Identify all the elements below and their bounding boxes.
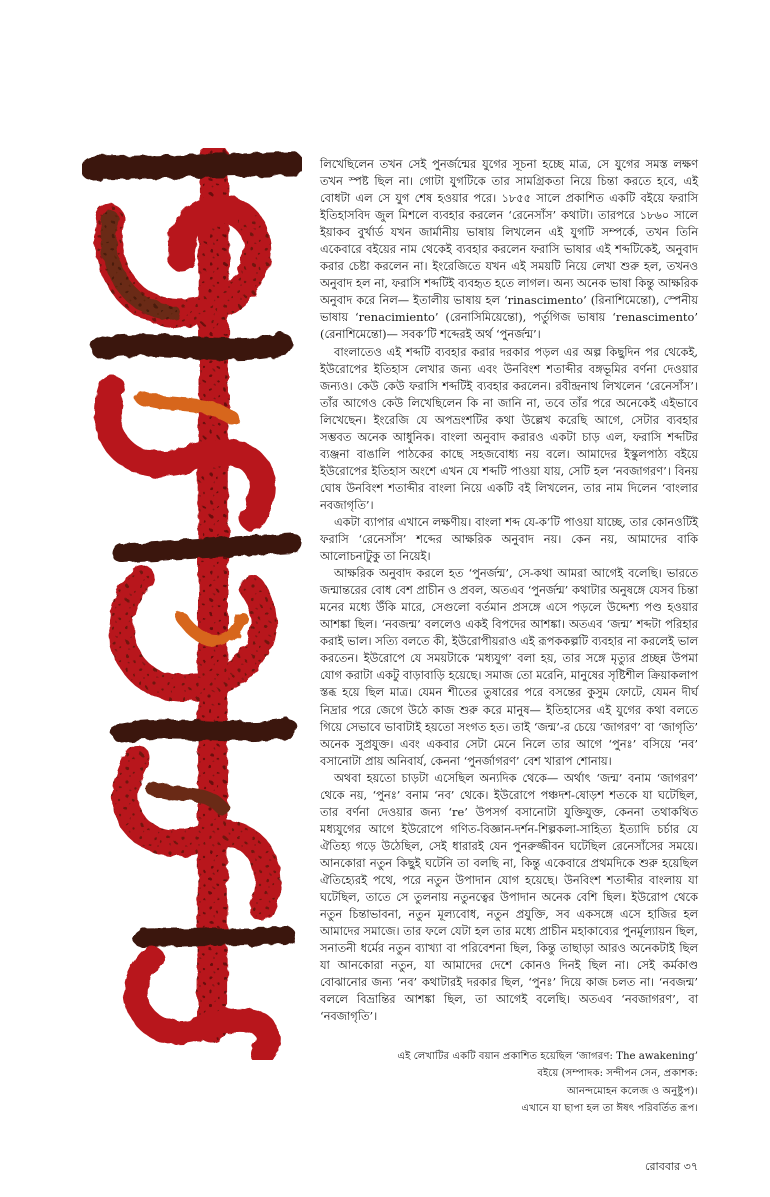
- note-line: আনন্দমোহন কলেজ ও অনুষ্টুপ)।: [567, 1085, 698, 1097]
- calligraphy-artwork: [82, 148, 302, 1060]
- note-line: বইয়ে (সম্পাদক: সন্দীপন সেন, প্রকাশক:: [537, 1068, 698, 1080]
- page-footer: রোববার ৩৭: [645, 1160, 698, 1173]
- paragraph: অথবা হয়তো চাড়টা এসেছিল অন্যদিক থেকে— অর্থাৎ ‘জন্ম’ বনাম ‘জাগরণ’ থেকে নয়, ‘পুনঃ’ বনাম ‘নব’ থেকে। ইউরোপে পঞ্চদশ-ষোড়শ শতকে যা ঘটেছিল, তার বর্ণনা দেওয়ার জন্য ‘re’ উপসর্গ বসানোটা যুক্তিযুক্ত, কেননা তথাকথিত মধ্যযুগের আগে ইউরোপে গণিত-বিজ্ঞান-দর্শন-শিল্পকলা-সাহিত্য ইত্যাদি চর্চার যে ঐতিহ্য গড়ে উঠেছিল, সেই ধারারই যেন পুনরুজ্জীবন ঘটেছিল রেনেসাঁসের সময়ে। আনকোরা নতুন কিছুই ঘটেনি তা বলছি না, কিন্তু একেবারে প্রথমদিকে শুরু হয়েছিল ঐতিহ্যেরই পথে, পরে নতুন উপাদান যোগ হয়েছে। উনবিংশ শতাব্দীর বাংলায় যা ঘটেছিল, তাতে সে তুলনায় নতুনত্বের উপাদান অনেক বেশি ছিল। ইউরোপ থেকে নতুন চিন্তাভাবনা, নতুন মূল্যবোধ, নতুন প্রযুক্তি, সব একসঙ্গে এসে হাজির হল আমাদের সমাজে। তার ফলে যেটা হল তার মধ্যে প্রাচীন মহাকাব্যের পুনর্মূল্যায়ন ছিল, সনাতনী ধর্মের নতুন ব্যাখ্যা বা পরিবেশনা ছিল, কিন্তু তাছাড়া আরও অনেকটাই ছিল যা আনকোরা নতুন, যা আমাদের দেশে কোনও দিনই ছিল না। সেই কর্মকাণ্ড বোঝানোর জন্য ‘নব’ কথাটারই দরকার ছিল, ‘পুনঃ’ দিয়ে কাজ চলত না। ‘নবজন্ম’ বললে বিভ্রান্তির আশঙ্কা ছিল, তা আগেই বলেছি। অতএব ‘নবজাগরণ’, বা ‘নবজাগৃতি’।: [320, 770, 698, 1024]
- paragraph: একটা ব্যাপার এখানে লক্ষণীয়। বাংলা শব্দ যে-ক’টি পাওয়া যাচ্ছে, তার কোনওটিই ফরাসি ‘রেনেসাঁস’ শব্দের আক্ষরিক অনুবাদ নয়। কেন নয়, আমাদের বাকি আলোচনাটুকু তা নিয়েই।: [320, 514, 698, 564]
- paragraph: আক্ষরিক অনুবাদ করলে হত ‘পুনর্জন্ম’, সে-কথা আমরা আগেই বলেছি। ভারতে জন্মান্তরের বোধ বেশ প্রাচীন ও প্রবল, অতএব ‘পুনর্জন্ম’ কথাটার অনুষঙ্গে যেসব চিন্তা মনের মধ্যে উঁকি মারে, সেগুলো বর্তমান প্রসঙ্গে এসে পড়লে উদ্দেশ্য পণ্ড হওয়ার আশঙ্কা ছিল। ‘নবজন্ম’ বললেও একই বিপদের আশঙ্কা। অতএব ‘জন্ম’ শব্দটা পরিহার করাই ভাল। সত্যি বলতে কী, ইউরোপীয়রাও এই রূপককল্পটি ব্যবহার না করলেই ভাল করতেন। ইউরোপে যে সময়টাকে ‘মধ্যযুগ’ বলা হয়, তার সঙ্গে মৃত্যুর প্রচ্ছন্ন উপমা যোগ করাটা একটু বাড়াবাড়ি হয়েছে। সমাজ তো মরেনি, মানুষের সৃষ্টিশীল ক্রিয়াকলাপ স্তব্ধ হয়ে ছিল মাত্র। যেমন শীতের তুষারের পরে বসন্তের কুসুম ফোটে, যেমন দীর্ঘ নিদ্রার পরে জেগে উঠে কাজ শুরু করে মানুষ— ইতিহাসের এই যুগের কথা বলতে গিয়ে সেভাবে ভাবাটাই হয়তো সংগত হত। তাই ‘জন্ম’-র চেয়ে ‘জাগরণ’ বা ‘জাগৃতি’ অনেক সুপ্রযুক্ত। এবং একবার সেটা মেনে নিলে তার আগে ‘পুনঃ’ বসিয়ে ‘নব’ বসানোটা প্রায় অনিবার্য, কেননা ‘পুনর্জাগরণ’ বেশ খারাপ শোনায়।: [320, 566, 698, 768]
- note-line: এখানে যা ছাপা হল তা ঈষৎ পরিবর্তিত রূপ।: [521, 1102, 698, 1114]
- note-line: এই লেখাটির একটি বয়ান প্রকাশিত হয়েছিল ‘জাগরণ: The awakening’: [397, 1051, 698, 1062]
- paragraph: বাংলাতেও এই শব্দটি ব্যবহার করার দরকার পড়ল এর অল্প কিছুদিন পর থেকেই, ইউরোপের ইতিহাস লেখার জন্য এবং উনবিংশ শতাব্দীর বঙ্গভূমির বর্ণনা দেওয়ার জন্যও। কেউ কেউ ফরাসি শব্দটিই ব্যবহার করলেন। রবীন্দ্রনাথ লিখলেন ‘রেনেসাঁস’। তাঁর আগেও কেউ লিখেছিলেন কি না জানি না, তবে তাঁর পরে অনেকেই এইভাবে লিখেছেন। ইংরেজি যে অপভ্রংশটির কথা উল্লেখ করেছি আগে, সেটার ব্যবহার সম্ভবত অনেক আধুনিক। বাংলা অনুবাদ করারও একটা চাড় এল, ফরাসি শব্দটির ব্যঞ্জনা বাঙালি পাঠকের কাছে সহজবোধ্য নয় বলে। আমাদের ইস্কুলপাঠ্য বইয়ে ইউরোপের ইতিহাস অংশে এখন যে শব্দটি পাওয়া যায়, সেটি হল ‘নবজাগরণ’। বিনয় ঘোষ উনবিংশ শতাব্দীর বাংলা নিয়ে একটি বই লিখলেন, তার নাম দিলেন ‘বাংলার নবজাগৃতি’।: [320, 344, 698, 512]
- article-body: [320, 156, 698, 1025]
- publication-note: [338, 1048, 698, 1117]
- paragraph: লিখেছিলেন তখন সেই পুনর্জন্মের যুগের সূচনা হচ্ছে মাত্র, সে যুগের সমস্ত লক্ষণ তখন স্পষ্ট ছিল না। গোটা যুগটিকে তার সামগ্রিকতা নিয়ে চিন্তা করতে হবে, এই বোধটা এল সে যুগ শেষ হওয়ার পরে। ১৮৫৫ সালে প্রকাশিত একটি বইয়ে ফরাসি ইতিহাসবিদ জুল মিশলে ব্যবহার করলেন ‘রেনেসাঁস’ কথাটা। তারপরে ১৮৬০ সালে ইয়াকব বুর্খার্ড যখন জার্মানীয় ভাষায় লিখলেন এই যুগটি সম্পর্কে, তখন তিনি একেবারে বইয়ের নাম থেকেই ব্যবহার করলেন ফরাসি ভাষার এই শব্দটিকেই, অনুবাদ করার চেষ্টা করলেন না। ইংরেজিতে যখন এই সময়টি নিয়ে লেখা শুরু হল, তখনও অনুবাদ হল না, ফরাসি শব্দটিই ব্যবহৃত হতে লাগল। অন্য অনেক ভাষা কিন্তু আক্ষরিক অনুবাদ করে নিল— ইতালীয় ভাষায় হল ‘rinascimento’ (রিনাশিমেন্তো), স্পেনীয় ভাষায় ‘renacimiento’ (রেনাসিমিয়েন্তো), পর্তুগিজ ভাষায় ‘renascimento’ (রেনাশিমেন্তো)— সবক’টি শব্দেরই অর্থ ‘পুনর্জন্ম’।: [320, 157, 698, 342]
